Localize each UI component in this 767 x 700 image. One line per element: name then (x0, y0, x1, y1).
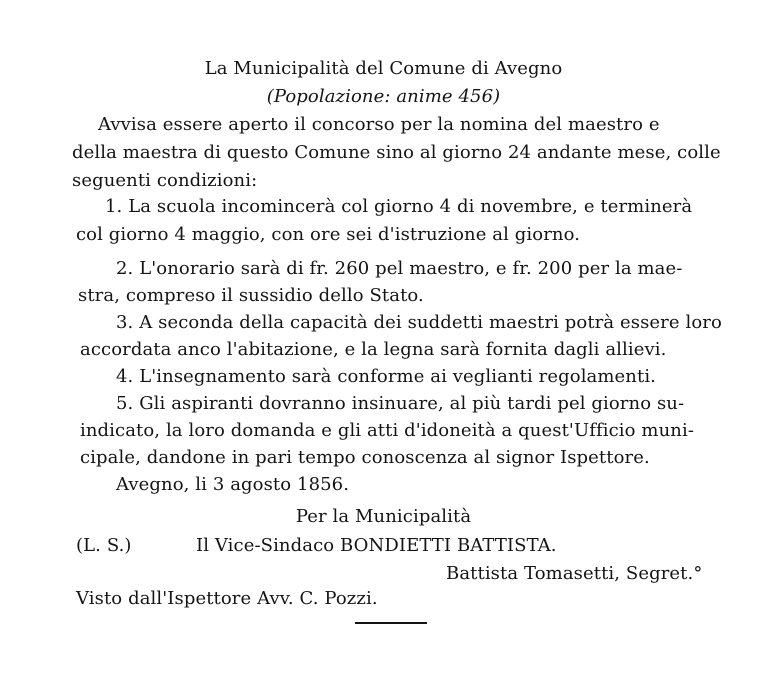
condition-1-line: col giorno 4 maggio, con ore sei d'istruzione al giorno. (76, 224, 581, 245)
secretary-signature: Battista Tomasetti, Segret.° (446, 563, 703, 584)
condition-5-line: 5. Gli aspiranti dovranno insinuare, al più tardi pel giorno su- (116, 393, 685, 414)
closing-rule (355, 622, 427, 624)
condition-4-line: 4. L'insegnamento sarà conforme ai veglianti regolamenti. (116, 366, 657, 387)
for-municipality-line: Per la Municipalità (295, 506, 472, 527)
condition-2-line: stra, compreso il sussidio dello Stato. (78, 285, 424, 306)
dateline: Avegno, li 3 agosto 1856. (116, 474, 350, 495)
inspector-endorsement: Visto dall'Ispettore Avv. C. Pozzi. (76, 588, 378, 609)
intro-line: Avvisa essere aperto il concorso per la nomina del maestro e (98, 114, 660, 135)
seal-mark: (L. S.) (76, 535, 132, 556)
condition-1-line: 1. La scuola incomincerà col giorno 4 di novembre, e terminerà (105, 196, 693, 217)
condition-2-line: 2. L'onorario sarà di fr. 260 pel maestro, e fr. 200 per la mae- (116, 258, 683, 279)
condition-5-line: cipale, dandone in pari tempo conoscenza al signor Ispettore. (80, 447, 650, 468)
condition-5-line: indicato, la loro domanda e gli atti d'idoneità a quest'Ufficio muni- (80, 420, 695, 441)
intro-line: della maestra di questo Comune sino al giorno 24 andante mese, colle (72, 142, 721, 163)
intro-line: seguenti condizioni: (72, 170, 258, 191)
condition-3-line: 3. A seconda della capacità dei suddetti maestri potrà essere loro (116, 312, 722, 333)
condition-3-line: accordata anco l'abitazione, e la legna sarà fornita dagli allievi. (80, 339, 667, 360)
notice-subtitle: (Popolazione: anime 456) (266, 86, 501, 107)
vice-mayor-signature: Il Vice-Sindaco BONDIETTI BATTISTA. (196, 535, 557, 556)
notice-title: La Municipalità del Comune di Avegno (204, 58, 563, 79)
